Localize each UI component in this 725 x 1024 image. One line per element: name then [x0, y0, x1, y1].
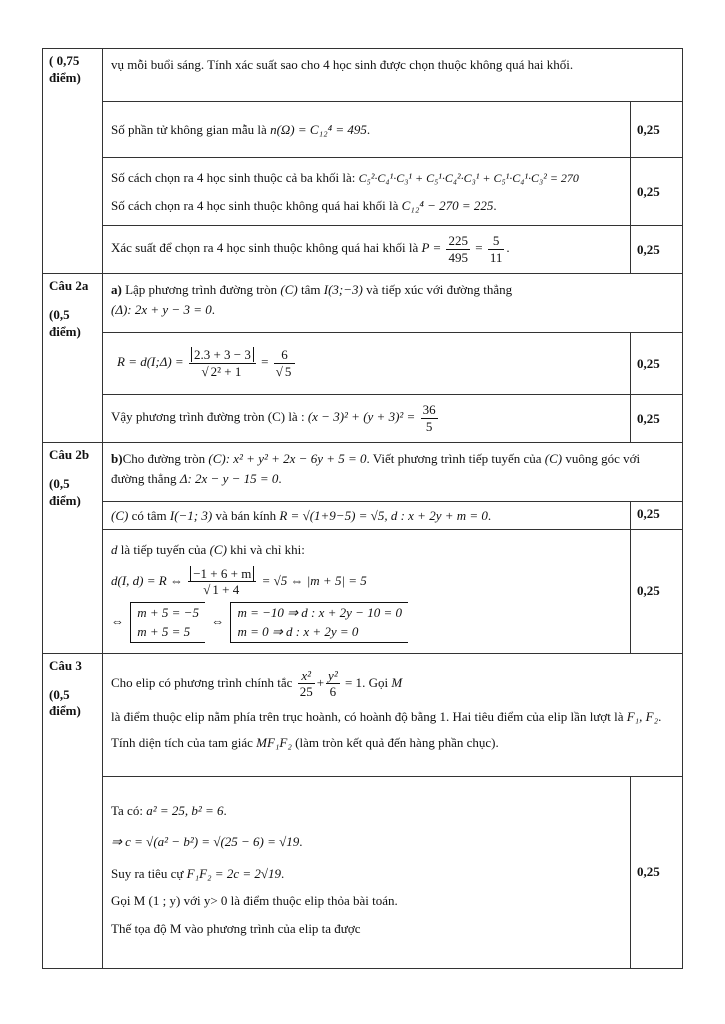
question-label-2a [43, 274, 103, 443]
solution-step: Vậy phương trình đường tròn (C) là : (x − 3)² + (y + 3)² = $\frac{36}{5}$ [103, 395, 631, 443]
solution-step: Số phần tử không gian mẫu là n(Ω) = C₁₂⁴ = 495. [103, 102, 631, 158]
solution-step: Số cách chọn ra 4 học sinh thuộc cả ba khối là: C₅²·C₄¹·C₃¹ + C₅¹·C₄²·C₃¹ + C₅¹·C₄¹·C₃² = 270 Số cách chọn ra 4 học sinh thuộc không quá hai khối là C₁₂⁴ − 270 = 225. [103, 158, 631, 226]
question-label-2b [43, 443, 103, 654]
solution-step: Ta có: a² = 25, b² = 6. ⇒ c = √(a² − b²) = √(25 − 6) = √19. Suy ra tiêu cự F₁F₂ = 2c = 2√19. Gọi M (1 ; y) với y> 0 là điểm thuộc elip thỏa bài toán. Thế tọa độ M vào phương trình của elip ta được [103, 776, 631, 968]
score-cell: 0,25 [631, 333, 683, 395]
solution-step: Xác suất để chọn ra 4 học sinh thuộc không quá hai khối là P = $\frac{225}{495}$ = $\frac{5}{11}$ . [103, 226, 631, 274]
problem-text-2a: a) Lập phương trình đường tròn (C) tâm I(3;−3) và tiếp xúc với đường thẳng (Δ): 2x + y − 3 = 0. [103, 274, 683, 333]
math-expression: n(Ω) = C₁₂⁴ = 495 [270, 121, 367, 137]
fraction: $\frac{36}{5}$ [422, 402, 436, 434]
score-cell: 0,25 [631, 530, 683, 654]
question-title: ( 0,75 [49, 53, 80, 68]
score-cell: 0,25 [631, 395, 683, 443]
score-cell: 0,25 [631, 776, 683, 968]
problem-text-3: Cho elip có phương trình chính tắc $\frac{\text{x²}}{25}$ + $\frac{\text{y²}}{6}$ = 1. Gọi M là điểm thuộc elip nằm phía trên trục hoành, có hoành độ bằng 1. Hai tiêu điểm của elip lần lượt là F₁, F₂. Tính diện tích của tam giác MF₁F₂ (làm tròn kết quả đến hàng phần chục). [103, 653, 683, 776]
answer-key-table [42, 48, 682, 969]
case-bracket: m = −10 ⇒ d : x + 2y − 10 = 0 m = 0 ⇒ d : x + 2y = 0 [230, 602, 408, 643]
score-cell: 0,25 [631, 102, 683, 158]
math-expression: C₁₂⁴ − 270 = 225 [401, 197, 494, 213]
score-cell: 0,25 [631, 502, 683, 530]
question-title: Câu 2b [49, 447, 90, 462]
question-points: (0,5 điểm) [49, 475, 81, 508]
fraction: $\frac{6}{√ 5}$ [274, 347, 296, 379]
question-points: điểm) [49, 69, 81, 85]
fraction: $\frac{-1 + 6 + m}{√ 1 + 4}$ [188, 566, 256, 598]
fraction: $\frac{225}{495}$ [448, 233, 468, 265]
math-expression: C₅²·C₄¹·C₃¹ + C₅¹·C₄²·C₃¹ + C₅¹·C₄¹·C₃² = 270 [358, 171, 579, 185]
fraction: $\frac{\text{y²}}{6}$ [328, 667, 338, 700]
question-title: Câu 2a [49, 278, 89, 293]
question-label-3 [43, 653, 103, 968]
fraction: $\frac{2.3 + 3 - 3}{\text{√ 2² + 1}}$ [189, 347, 256, 379]
score-cell: 0,25 [631, 226, 683, 274]
fraction: $\frac{5}{11}$ [489, 233, 503, 265]
question-points: (0,5 điểm) [49, 686, 81, 719]
solution-step: R = d(I;Δ) = $\frac{2.3 + 3 - 3}{\text{√ 2² + 1}}$ = $\frac{6}{√ 5}$ [103, 333, 631, 395]
solution-step: d là tiếp tuyến của (C) khi và chỉ khi: d(I, d) = R ⇔ $\frac{-1 + 6 + m}{√ 1 + 4}$ = √5 ⇔ |m + 5| = 5 ⇔ m + 5 = −5 m + 5 = 5 ⇔ m = −10 ⇒ d : x + 2y − 10 = 0 m = 0 ⇒ d : x + 2y = 0 [103, 530, 631, 654]
solution-step: (C) có tâm I(−1; 3) và bán kính R = √(1+9−5) = √5, d : x + 2y + m = 0. [103, 502, 631, 530]
problem-text-1: vụ mỗi buổi sáng. Tính xác suất sao cho 4 học sinh được chọn thuộc không quá hai khối. [103, 49, 683, 102]
question-points: (0,5 điểm) [49, 306, 81, 339]
case-bracket: m + 5 = −5 m + 5 = 5 [130, 602, 205, 643]
question-title: Câu 3 [49, 657, 82, 673]
problem-text-2b: b)Cho đường tròn (C): x² + y² + 2x − 6y + 5 = 0. Viết phương trình tiếp tuyến của (C) vuông góc với đường thẳng Δ: 2x − y − 15 = 0. [103, 443, 683, 502]
question-label-1 [43, 49, 103, 274]
fraction: $\frac{\text{x²}}{25}$ [299, 667, 313, 700]
score-cell: 0,25 [631, 158, 683, 226]
